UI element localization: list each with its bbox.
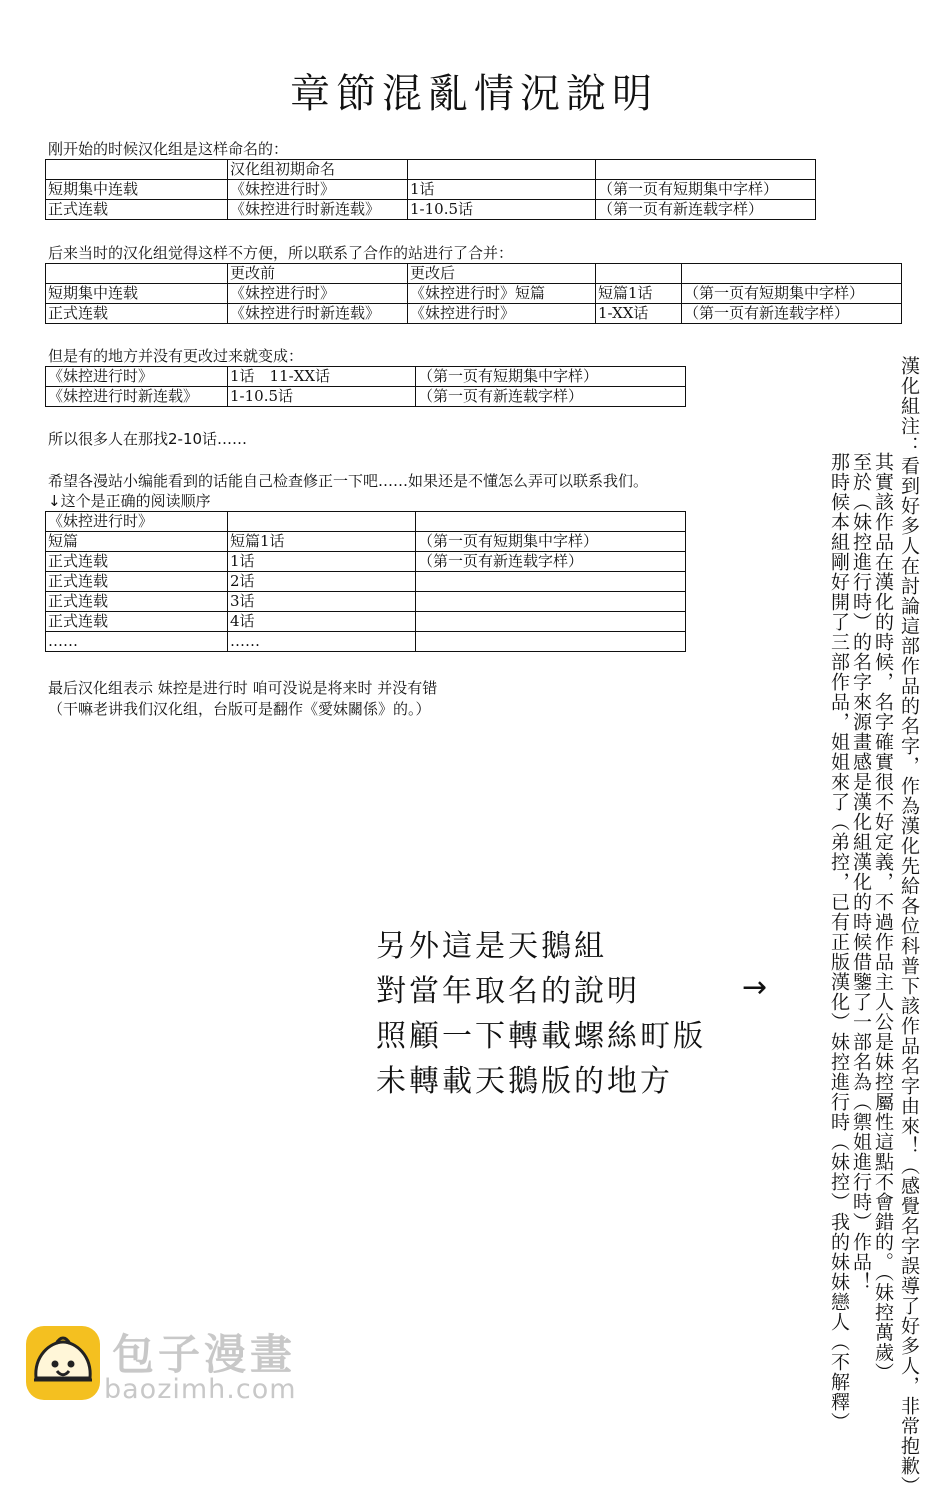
- table-cell: 正式连载: [46, 304, 228, 324]
- table-cell: 正式连载: [46, 200, 228, 220]
- table-cell: （第一页有新连载字样）: [682, 304, 902, 324]
- table-cell: [596, 264, 682, 284]
- table-cell: 4话: [228, 612, 416, 632]
- table-cell: 《妹控进行时新连载》: [228, 200, 408, 220]
- watermark-name: 包子漫畫: [112, 1330, 297, 1379]
- table-cell: 《妹控进行时》短篇: [408, 284, 596, 304]
- reading-order-note: ↓这个是正确的阅读顺序: [48, 492, 211, 510]
- table-cell: [228, 512, 416, 532]
- table-cell: 汉化组初期命名: [228, 160, 408, 180]
- table-cell: 3话: [228, 592, 416, 612]
- table-row: [46, 200, 816, 220]
- table-cell: 1-XX话: [596, 304, 682, 324]
- vertical-note-column: 其實該作品在漢化的時候，名字確實很不好定義，不過作品主人公是妹控屬性這點不會錯的。（妹控萬歲）: [872, 452, 894, 1383]
- table-cell: 1话: [228, 552, 416, 572]
- table-cell: [416, 612, 686, 632]
- table-cell: [682, 264, 902, 284]
- table-row: [46, 512, 686, 532]
- table-cell: 1-10.5话: [408, 200, 596, 220]
- table-cell: 短篇: [46, 532, 228, 552]
- table-cell: [416, 572, 686, 592]
- table-row: [46, 387, 686, 407]
- table-cell: 《妹控进行时新连载》: [46, 387, 228, 407]
- final-statement: 最后汉化组表示 妹控是进行时 咱可没说是将来时 并没有错: [48, 679, 438, 697]
- handwritten-note-line: 照顧一下轉載螺絲町版: [376, 1019, 706, 1054]
- table-cell: [596, 160, 816, 180]
- table-row: [46, 572, 686, 592]
- table-cell: 正式连载: [46, 612, 228, 632]
- table-cell: 《妹控进行时新连载》: [228, 304, 408, 324]
- final-aside: （干嘛老讲我们汉化组，台版可是翻作《愛妹關係》的。）: [48, 700, 431, 718]
- table-cell: ……: [46, 632, 228, 652]
- table-row: [46, 612, 686, 632]
- table-cell: [416, 632, 686, 652]
- table-cell: （第一页有新连载字样）: [596, 200, 816, 220]
- table-cell: [46, 160, 228, 180]
- table-cell: （第一页有新连载字样）: [416, 552, 686, 572]
- handwritten-note-line: 對當年取名的說明: [376, 974, 640, 1009]
- table-cell: 短篇1话: [596, 284, 682, 304]
- vertical-note-column: 至於（妹控進行時）的名字來源畫感是漢化組漢化的時候借鑒了一部名為（禦姐進行時）作品！: [850, 452, 872, 1292]
- table-cell: [416, 592, 686, 612]
- merged-naming-table: [45, 263, 902, 324]
- watermark-url: baozimh.com: [104, 1374, 297, 1405]
- table-row: [46, 592, 686, 612]
- page-title: 章節混亂情況說明: [290, 71, 658, 117]
- table-cell: 更改前: [228, 264, 408, 284]
- table-row: [46, 180, 816, 200]
- table-cell: 《妹控进行时》: [408, 304, 596, 324]
- table-cell: （第一页有短期集中字样）: [596, 180, 816, 200]
- table-cell: 《妹控进行时》: [228, 284, 408, 304]
- right-arrow-icon: →: [742, 970, 768, 1005]
- table-cell: 正式连载: [46, 592, 228, 612]
- table-cell: ……: [228, 632, 416, 652]
- initial-naming-table: [45, 159, 816, 220]
- table-cell: [46, 264, 228, 284]
- handwritten-note-line: 未轉載天鵝版的地方: [376, 1064, 673, 1099]
- table-row: [46, 284, 902, 304]
- table-cell: 短期集中连载: [46, 180, 228, 200]
- table-cell: 2话: [228, 572, 416, 592]
- bun-logo-icon: [26, 1326, 100, 1400]
- table-cell: 短篇1话: [228, 532, 416, 552]
- table-cell: （第一页有短期集中字样）: [416, 532, 686, 552]
- table-cell: 《妹控进行时》: [46, 512, 228, 532]
- table-row: [46, 367, 686, 387]
- hope-note: 希望各漫站小编能看到的话能自己检查修正一下吧……如果还是不懂怎么弄可以联系我们。: [48, 472, 649, 490]
- table-cell: 正式连载: [46, 572, 228, 592]
- table-cell: （第一页有短期集中字样）: [416, 367, 686, 387]
- table-cell: [416, 512, 686, 532]
- handwritten-note-line: 另外這是天鵝組: [376, 929, 607, 964]
- table-cell: 短期集中连载: [46, 284, 228, 304]
- unchanged-naming-table: [45, 366, 686, 407]
- reading-order-table: [45, 511, 686, 652]
- table-row: [46, 632, 686, 652]
- search-note: 所以很多人在那找2-10话……: [48, 430, 248, 448]
- table-cell: （第一页有新连载字样）: [416, 387, 686, 407]
- table-cell: 1-10.5话: [228, 387, 416, 407]
- table-cell: （第一页有短期集中字样）: [682, 284, 902, 304]
- table-cell: 1话: [408, 180, 596, 200]
- table-row: [46, 552, 686, 572]
- section2-intro: 后来当时的汉化组觉得这样不方便，所以联系了合作的站进行了合并：: [48, 244, 514, 262]
- table-cell: 1话 11-XX话: [228, 367, 416, 387]
- table-cell: 更改后: [408, 264, 596, 284]
- table-cell: [408, 160, 596, 180]
- table-row: [46, 532, 686, 552]
- table-row: [46, 304, 902, 324]
- table-row: [46, 264, 902, 284]
- table-row: [46, 160, 816, 180]
- vertical-note-column: 漢化組注：看到好多人在討論這部作品的名字，作為漢化先給各位科普下該作品名字由來！（感覺名字誤導了好多人，非常抱歉）: [898, 356, 920, 1496]
- section1-intro: 刚开始的时候汉化组是这样命名的：: [48, 140, 289, 158]
- section3-intro: 但是有的地方并没有更改过来就变成：: [48, 347, 304, 365]
- table-cell: 《妹控进行时》: [228, 180, 408, 200]
- table-cell: 正式连载: [46, 552, 228, 572]
- vertical-note-column: 那時候本組剛好開了三部作品，姐姐來了（弟控，已有正版漢化）妹控進行時（妹控）我的妹妹戀人（不解釋）: [828, 452, 850, 1432]
- table-cell: 《妹控进行时》: [46, 367, 228, 387]
